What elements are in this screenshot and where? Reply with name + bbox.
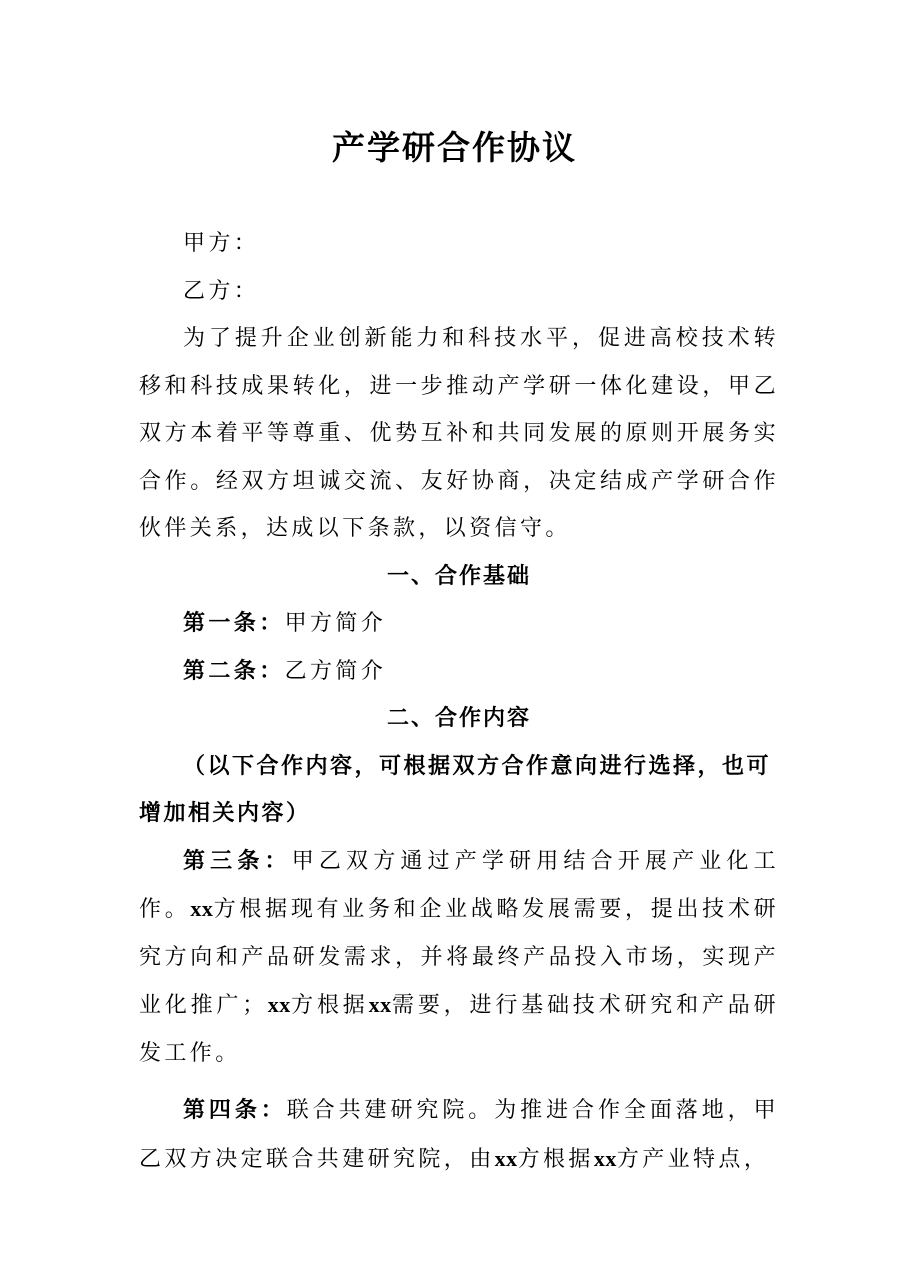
placeholder-xx: xx bbox=[368, 992, 392, 1017]
article-2 bbox=[139, 648, 779, 696]
article-label: 第四条： bbox=[183, 1098, 287, 1123]
article-text: 方根据 bbox=[290, 993, 369, 1018]
section-heading-cooperation-basis: 一、合作基础 bbox=[386, 563, 531, 589]
document-title: 产学研合作协议 bbox=[332, 128, 577, 167]
document-body bbox=[139, 220, 779, 1183]
section-note: （以下合作内容，可根据双方合作意向进行选择，也可增加相关内容） bbox=[139, 753, 772, 826]
article-text: 甲乙双方通过产学研用结合开展产业化工作。 bbox=[139, 848, 779, 922]
party-a-line: 甲方： bbox=[183, 231, 260, 256]
placeholder-xx: xx bbox=[190, 896, 214, 921]
article-text: 联合共建研究院。为推进合作全面落地，甲乙双方决定联合共建研究院，由 bbox=[139, 1098, 779, 1172]
article-text: 方产业特点， bbox=[616, 1146, 770, 1172]
article-4 bbox=[139, 1087, 779, 1183]
article-label: 第一条： bbox=[183, 611, 285, 636]
article-text: 方根据 bbox=[517, 1146, 594, 1172]
placeholder-xx: xx bbox=[267, 992, 291, 1017]
article-1 bbox=[139, 600, 779, 648]
article-text: 甲方简介 bbox=[284, 611, 387, 636]
placeholder-xx: xx bbox=[593, 1145, 617, 1171]
article-text: 需要，进行基础技术研究和产品研发工作。 bbox=[139, 993, 779, 1066]
preamble-paragraph: 为了提升企业创新能力和科技水平，促进高校技术转移和科技成果转化，进一步推动产学研一体化建设，甲乙双方本着平等尊重、优势互补和共同发展的原则开展务实合作。经双方坦诚交流、友好协商，决定结成产学研合作伙伴关系，达成以下条款，以资信守。 bbox=[139, 326, 779, 541]
placeholder-xx: xx bbox=[494, 1145, 518, 1171]
section-heading-cooperation-content: 二、合作内容 bbox=[386, 706, 531, 731]
party-b-line: 乙方： bbox=[183, 278, 260, 304]
article-text: 方根据现有业务和企业战略发展需要，提出技术研究方向和产品研发需求，并将最终产品投入市场，实现产业化推广； bbox=[139, 897, 779, 1018]
article-3 bbox=[139, 838, 779, 1078]
article-label: 第三条： bbox=[183, 848, 292, 874]
article-label: 第二条： bbox=[183, 658, 285, 684]
article-text: 乙方简介 bbox=[284, 658, 387, 684]
